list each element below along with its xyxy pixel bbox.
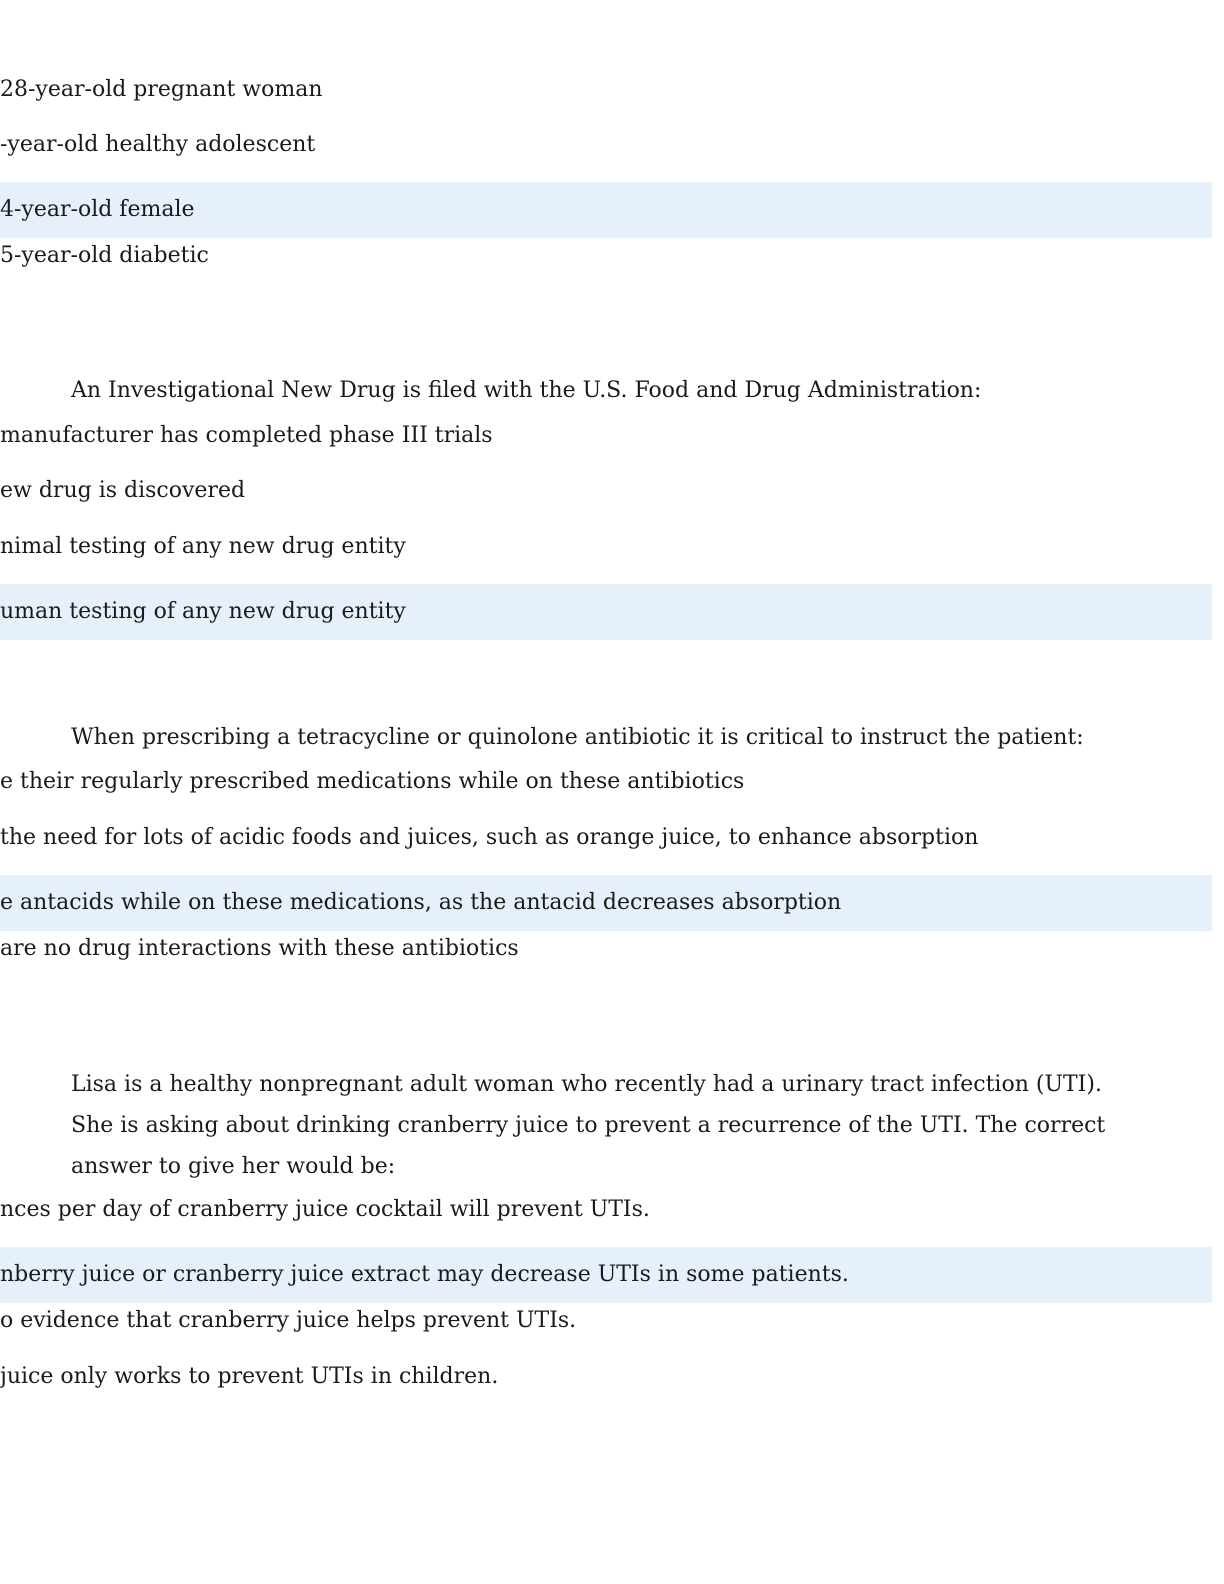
q1-option-d[interactable]: 5-year-old diabetic [0,243,209,268]
q3-option-b[interactable]: the need for lots of acidic foods and juices, such as orange juice, to enhance absorption [0,825,979,850]
q4-option-d[interactable]: juice only works to prevent UTIs in children. [0,1364,499,1389]
q3-option-c-highlighted[interactable]: e antacids while on these medications, as the antacid decreases absorption [0,875,1212,931]
q1-option-b[interactable]: -year-old healthy adolescent [0,132,316,157]
q1-option-a[interactable]: 28-year-old pregnant woman [0,77,323,102]
q4-stem: Lisa is a healthy nonpregnant adult woman who recently had a urinary tract infection (UTI). She is asking about drinking cranberry juice to prevent a recurrence of the UTI. The correct answer to give her would be: [71,1072,1106,1179]
q1-option-c-highlighted[interactable]: 4-year-old female [0,182,1212,238]
q3-option-d[interactable]: are no drug interactions with these antibiotics [0,936,519,961]
q2-stem: An Investigational New Drug is filed with the U.S. Food and Drug Administration: [71,378,982,403]
q3-option-a[interactable]: e their regularly prescribed medications while on these antibiotics [0,769,745,794]
q2-option-d-highlighted[interactable]: uman testing of any new drug entity [0,584,1212,640]
q2-option-b[interactable]: ew drug is discovered [0,478,246,503]
q4-option-b-highlighted[interactable]: nberry juice or cranberry juice extract may decrease UTIs in some patients. [0,1247,1212,1303]
q4-option-c[interactable]: o evidence that cranberry juice helps prevent UTIs. [0,1308,577,1333]
q2-option-c[interactable]: nimal testing of any new drug entity [0,534,406,559]
q2-option-a[interactable]: manufacturer has completed phase III trials [0,423,493,448]
q4-option-a[interactable]: nces per day of cranberry juice cocktail will prevent UTIs. [0,1197,650,1222]
q3-stem: When prescribing a tetracycline or quinolone antibiotic it is critical to instruct the patient: [71,725,1084,750]
